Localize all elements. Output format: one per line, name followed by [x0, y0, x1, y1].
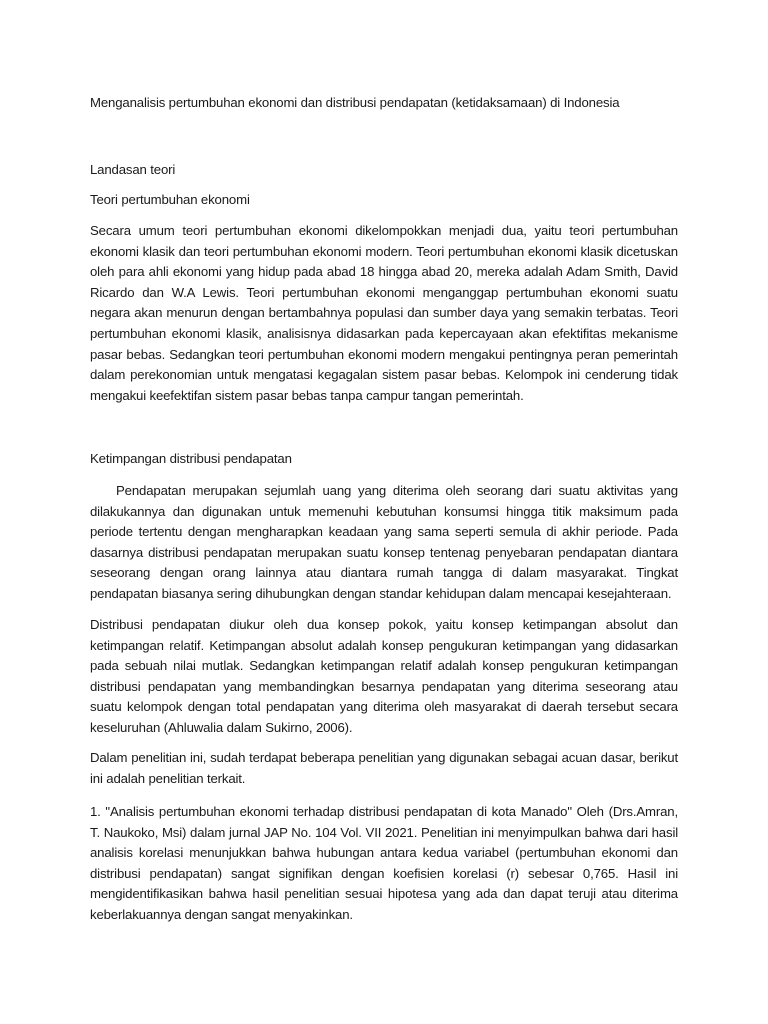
subsection-heading-ketimpangan: Ketimpangan distribusi pendapatan [90, 451, 292, 466]
paragraph-reference-1: 1. "Analisis pertumbuhan ekonomi terhadap distribusi pendapatan di kota Manado" Oleh (Drs.Amran, T. Naukoko, Msi) dalam jurnal JAP No. 104 Vol. VII 2021. Penelitian ini menyimpulkan bahwa dari hasil analisis korelasi menunjukkan bahwa hubungan antara kedua variabel (pertumbuhan ekonomi dan distribusi pendapatan) sangat signifikan dengan koefisien korelasi (r) sebesar 0,765. Hasil ini mengidentifikasikan bahwa hasil penelitian sesuai hipotesa yang ada dan dapat teruji atau diterima keberlakuannya dengan sangat menyakinkan. [90, 804, 678, 922]
paragraph-penelitian-terkait: Dalam penelitian ini, sudah terdapat beberapa penelitian yang digunakan sebagai acuan dasar, berikut ini adalah penelitian terkait. [90, 750, 678, 786]
paragraph-distribusi-pendapatan: Distribusi pendapatan diukur oleh dua konsep pokok, yaitu konsep ketimpangan absolut dan ketimpangan relatif. Ketimpangan absolut adalah konsep pengukuran ketimpangan yang didasarkan pada sebuah nilai mutlak. Sedangkan ketimpangan relatif adalah konsep pengukuran ketimpangan distribusi pendapatan yang membandingkan besarnya pendapatan yang diterima seseorang atau suatu kelompok dengan total pendapatan yang diterima oleh masyarakat di daerah tersebut secara keseluruhan (Ahluwalia dalam Sukirno, 2006). [90, 617, 678, 735]
section-heading-landasan-teori: Landasan teori [90, 162, 176, 177]
document-title: Menganalisis pertumbuhan ekonomi dan distribusi pendapatan (ketidaksamaan) di Indonesia [90, 95, 620, 110]
paragraph-teori-pertumbuhan: Secara umum teori pertumbuhan ekonomi dikelompokkan menjadi dua, yaitu teori pertumbuhan ekonomi klasik dan teori pertumbuhan ekonomi modern. Teori pertumbuhan ekonomi klasik dicetuskan oleh para ahli ekonomi yang hidup pada abad 18 hingga abad 20, mereka adalah Adam Smith, David Ricardo dan W.A Lewis. Teori pertumbuhan ekonomi menganggap pertumbuhan ekonomi suatu negara akan menurun dengan bertambahnya populasi dan sumber daya yang semakin terbatas. Teori pertumbuhan ekonomi klasik, analisisnya didasarkan pada kepercayaan akan efektifitas mekanisme pasar bebas. Sedangkan teori pertumbuhan ekonomi modern mengakui pentingnya peran pemerintah dalam perekonomian untuk mengatasi kegagalan sistem pasar bebas. Kelompok ini cenderung tidak mengakui keefektifan sistem pasar bebas tanpa campur tangan pemerintah. [90, 223, 678, 403]
paragraph-pendapatan: Pendapatan merupakan sejumlah uang yang diterima oleh seorang dari suatu aktivitas yang dilakukannya dan digunakan untuk memenuhi kebutuhan konsumsi hingga titik maksimum pada periode tertentu dengan mengharapkan keadaan yang sama seperti semula di akhir periode. Pada dasarnya distribusi pendapatan merupakan suatu konsep tentenag penyebaran pendapatan diantara seseorang dengan orang lainnya atau diantara rumah tangga di dalam masyarakat. Tingkat pendapatan biasanya sering dihubungkan dengan standar kehidupan dalam mencapai kesejahteraan. [90, 483, 678, 601]
subsection-heading-teori-pertumbuhan: Teori pertumbuhan ekonomi [90, 192, 250, 207]
